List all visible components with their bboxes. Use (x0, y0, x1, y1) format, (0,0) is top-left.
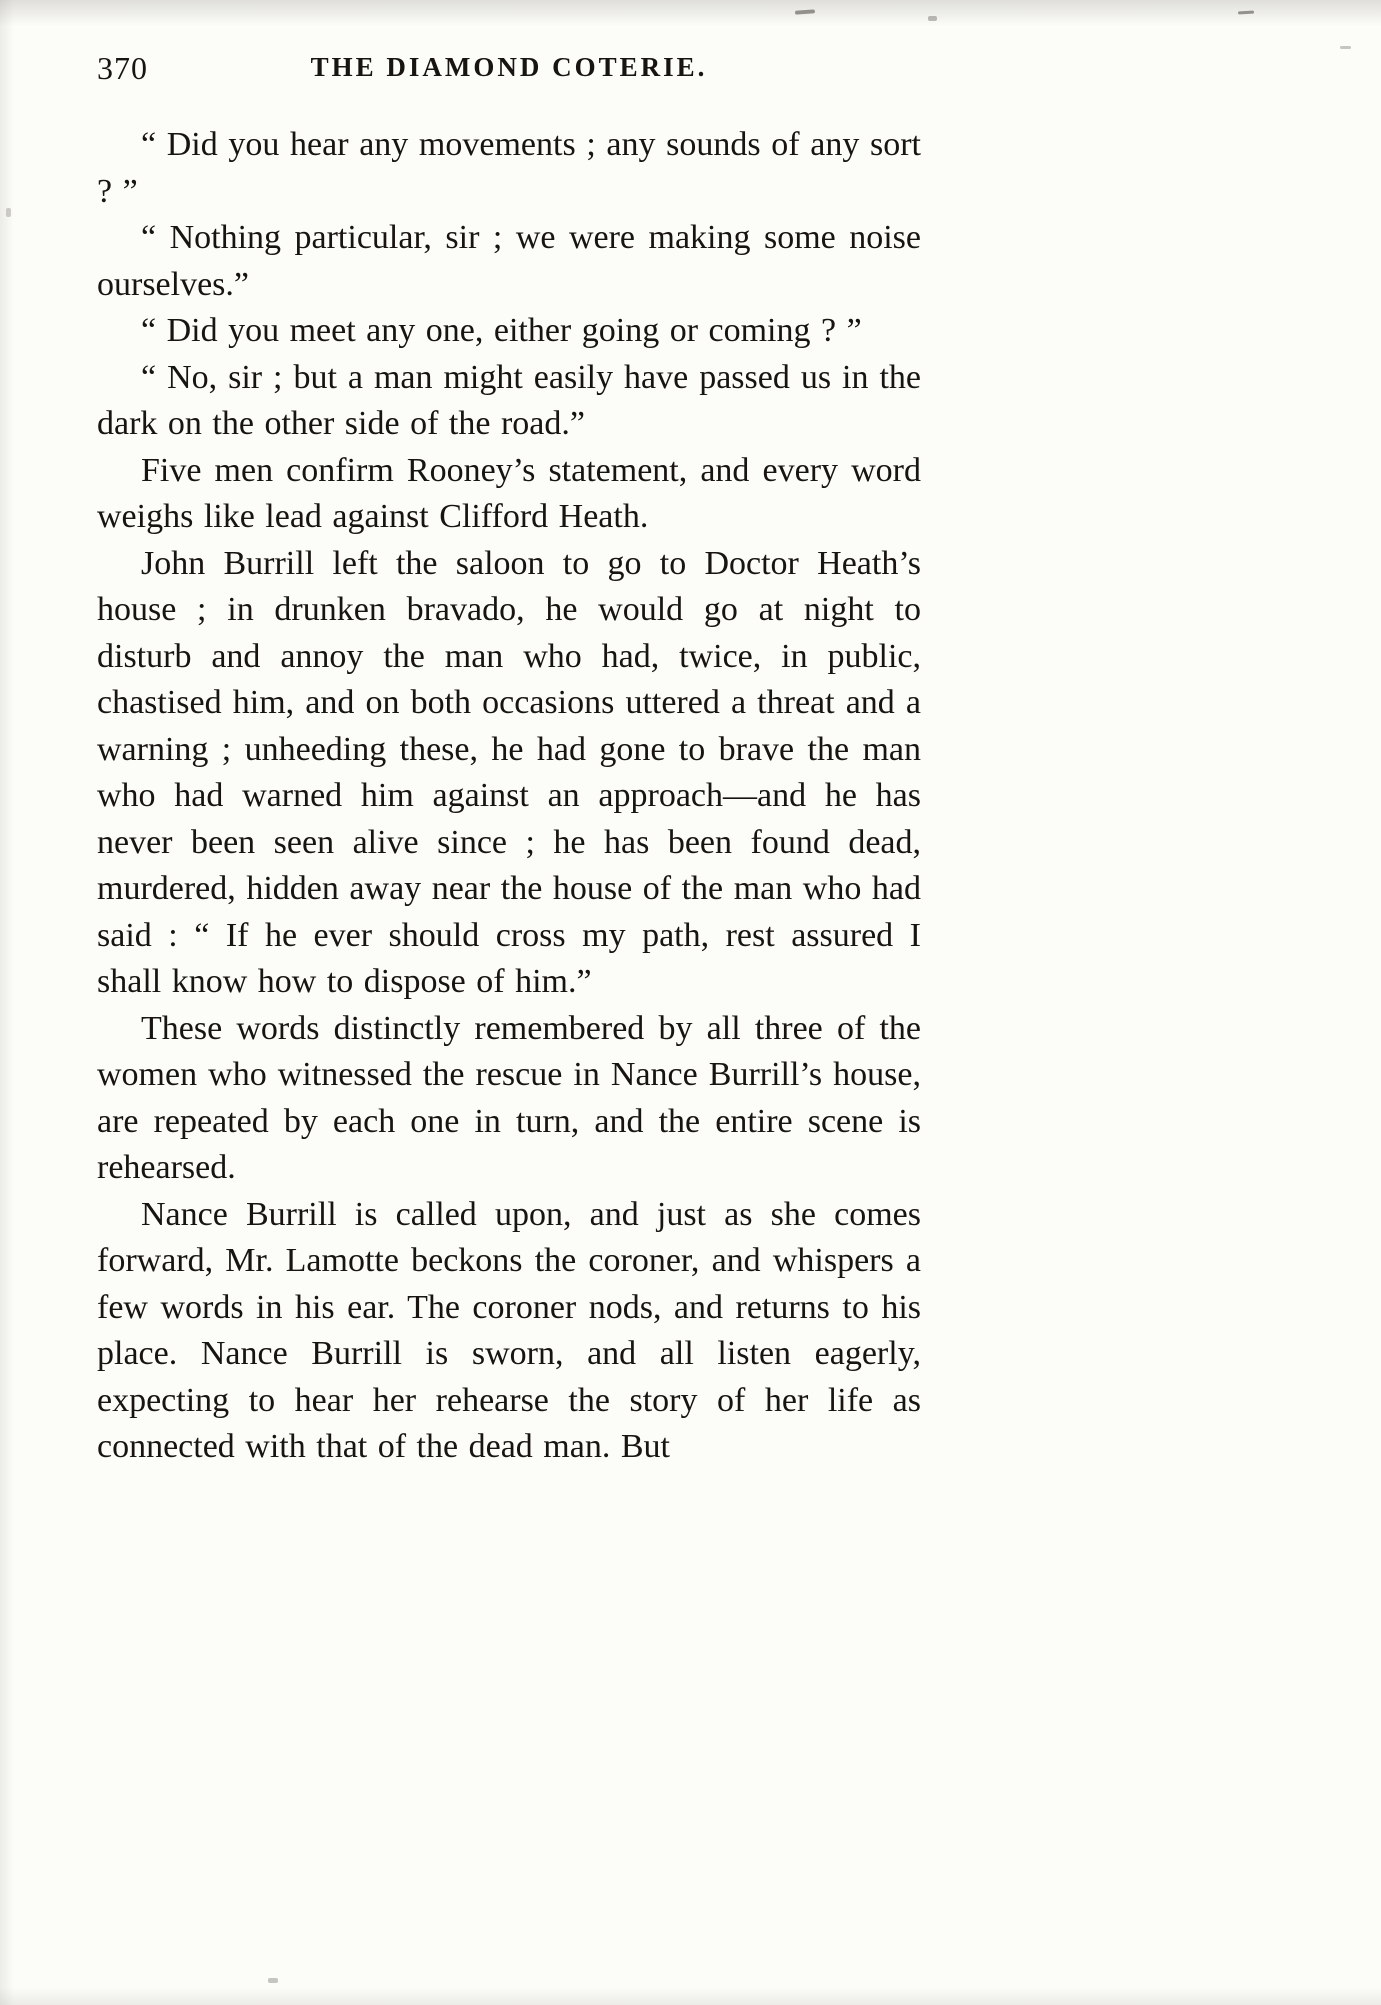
scan-speck (1340, 46, 1351, 49)
page-number: 370 (97, 50, 148, 86)
scan-edge-shadow-bottom (0, 1987, 1381, 2005)
page-header (97, 48, 921, 96)
paragraph: “ No, sir ; but a man might easily have passed us in the dark on the other side of the road.” (97, 358, 921, 442)
paragraph: Five men confirm Rooney’s statement, and every word weighs like lead against Clifford Heath. (97, 451, 921, 535)
paragraph: “ Nothing particular, sir ; we were making some noise ourselves.” (97, 219, 921, 303)
page-text-block (97, 122, 921, 1471)
paragraph: “ Did you meet any one, either going or coming ? ” (141, 312, 862, 349)
paragraph: John Burrill left the saloon to go to Doctor Heath’s house ; in drunken bravado, he would go at night to disturb and annoy the man who had, twice, in public, chastised him, and on both occasions uttered a threat and a warning ; unheeding these, he had gone to brave the man who had warned him against an approach—and he has never been seen alive since ; he has been found dead, murdered, hidden away near the house of the man who had said : “ If he ever should cross my path, rest assured I shall know how to dispose of him.” (97, 544, 921, 1000)
scan-speck (795, 9, 815, 14)
paragraph: Nance Burrill is called upon, and just as she comes forward, Mr. Lamotte beckons the coroner, and whispers a few words in his ear. The coroner nods, and returns to his place. Nance Burrill is sworn, and all listen eagerly, expecting to hear her rehearse the story of her life as connected with that of the dead man. But (97, 1195, 921, 1465)
paragraph: “ Did you hear any movements ; any sounds of any sort ? ” (97, 126, 921, 210)
scan-speck (1238, 11, 1254, 15)
scan-speck (6, 208, 11, 217)
scan-edge-shadow-top (0, 0, 1381, 26)
scan-speck (928, 16, 937, 21)
scan-speck (268, 1978, 278, 1983)
paragraph: These words distinctly remembered by all three of the women who witnessed the rescue in Nance Burrill’s house, are repeated by each one in turn, and the entire scene is rehearsed. (97, 1009, 921, 1186)
scan-edge-shadow-left (0, 0, 14, 2005)
running-title: THE DIAMOND COTERIE. (310, 52, 708, 82)
